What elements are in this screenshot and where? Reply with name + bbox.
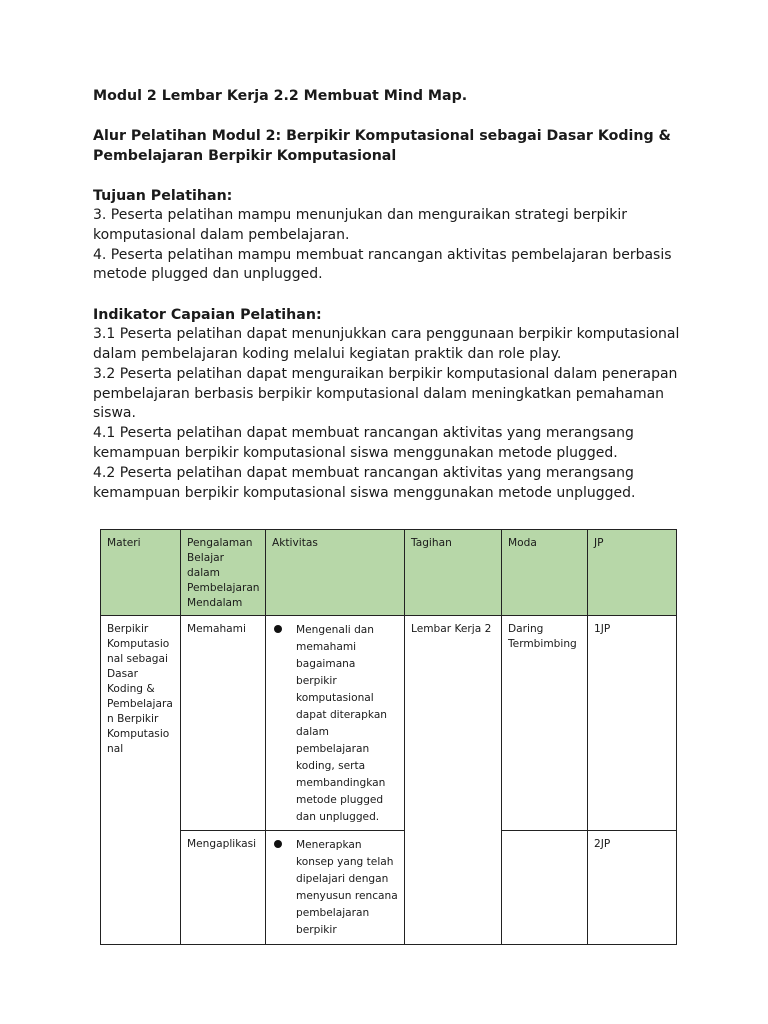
cell-moda: [502, 831, 588, 945]
header-moda: Moda: [502, 530, 588, 616]
cell-pengalaman: Mengaplikasi: [181, 831, 266, 945]
cell-jp: 1JP: [588, 616, 677, 831]
header-materi: Materi: [101, 530, 181, 616]
cell-tagihan: Lembar Kerja 2: [405, 616, 502, 945]
header-tagihan: Tagihan: [405, 530, 502, 616]
document-body: [93, 86, 683, 523]
cell-aktivitas: [266, 831, 405, 945]
tujuan-heading: Tujuan Pelatihan:: [93, 188, 233, 204]
indikator-item: 3.2 Peserta pelatihan dapat menguraikan berpikir komputasional dalam penerapan pembelajaran berbasis berpikir komputasional dalam meningkatkan pemahaman siswa.: [93, 365, 678, 422]
cell-aktivitas: [266, 616, 405, 831]
bullet-item: [272, 837, 398, 939]
document-subtitle: Alur Pelatihan Modul 2: Berpikir Komputasional sebagai Dasar Koding & Pembelajaran Berpikir Komputasional: [93, 128, 671, 164]
bullet-dot-icon: [274, 625, 282, 633]
tujuan-section: [93, 186, 683, 285]
aktivitas-text: Menerapkan konsep yang telah dipelajari dengan menyusun rencana pembelajaran berpikir: [296, 839, 398, 936]
cell-pengalaman: Memahami: [181, 616, 266, 831]
tujuan-item: 4. Peserta pelatihan mampu membuat rancangan aktivitas pembelajaran berbasis metode plugged dan unplugged.: [93, 246, 672, 283]
cell-materi: Berpikir Komputasio nal sebagai Dasar Koding & Pembelajara n Berpikir Komputasio nal: [101, 616, 181, 945]
cell-jp: 2JP: [588, 831, 677, 945]
indikator-item: 3.1 Peserta pelatihan dapat menunjukkan cara penggunaan berpikir komputasional dalam pembelajaran koding melalui kegiatan praktik dan role play.: [93, 326, 680, 362]
tujuan-item: 3. Peserta pelatihan mampu menunjukan dan menguraikan strategi berpikir komputasional dalam pembelajaran.: [93, 207, 628, 243]
table-row: [101, 831, 677, 945]
header-pengalaman: Pengalaman Belajar dalam Pembelajaran Mendalam: [181, 530, 266, 616]
indikator-item: 4.2 Peserta pelatihan dapat membuat rancangan aktivitas yang merangsang kemampuan berpikir komputasional siswa menggunakan metode unplugged.: [93, 464, 636, 501]
indikator-section: [93, 305, 683, 503]
header-jp: JP: [588, 530, 677, 616]
document-title: Modul 2 Lembar Kerja 2.2 Membuat Mind Map.: [93, 88, 468, 104]
header-aktivitas: Aktivitas: [266, 530, 405, 616]
bullet-item: [272, 622, 398, 826]
indikator-item: 4.1 Peserta pelatihan dapat membuat rancangan aktivitas yang merangsang kemampuan berpikir komputasional siswa menggunakan metode plugged.: [93, 425, 634, 461]
cell-moda: Daring Termbimbing: [502, 616, 588, 831]
aktivitas-text: Mengenali dan memahami bagaimana berpikir komputasional dapat diterapkan dalam pembelajaran koding, serta membandingkan metode plugged dan unplugged.: [296, 624, 388, 823]
lesson-plan-table: [100, 529, 677, 945]
table-header-row: [101, 530, 677, 616]
indikator-heading: Indikator Capaian Pelatihan:: [93, 307, 322, 324]
bullet-dot-icon: [274, 840, 282, 848]
table-row: [101, 616, 677, 831]
